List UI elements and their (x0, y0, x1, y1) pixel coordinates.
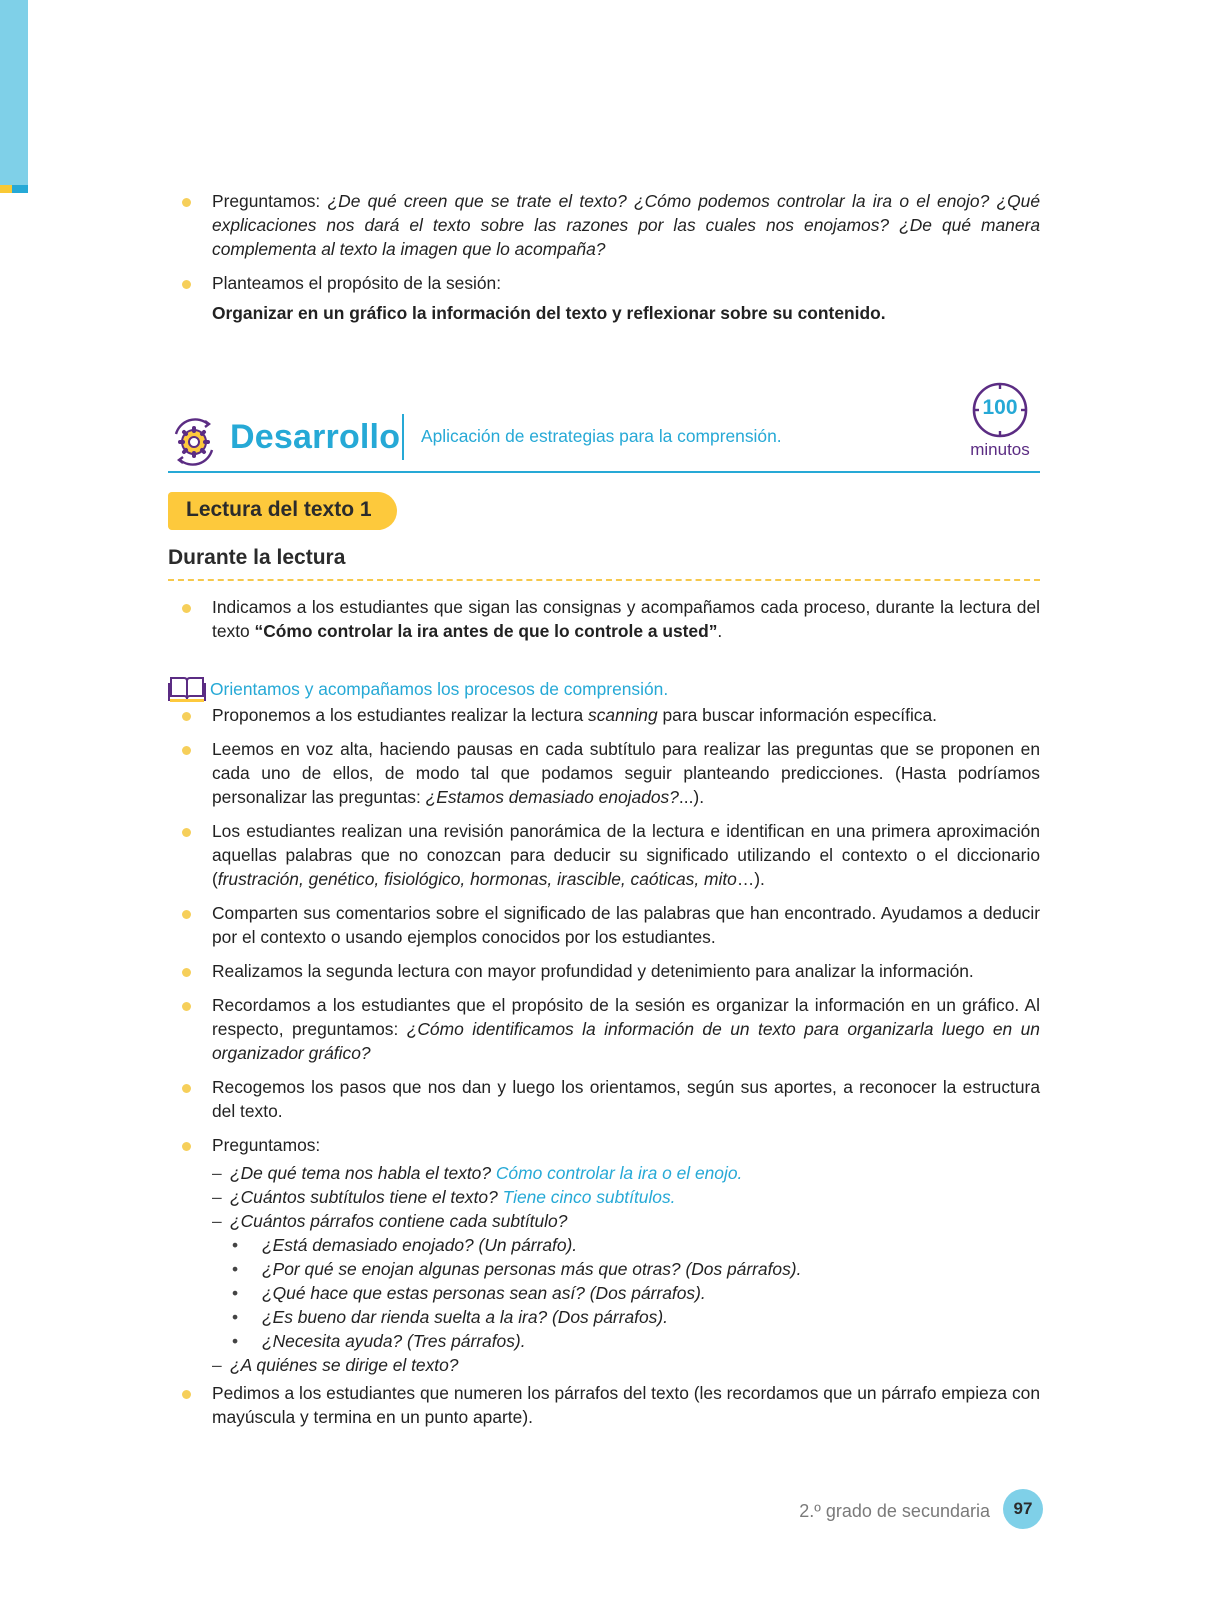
subtitle-item: • ¿Está demasiado enojado? (Un párrafo). (212, 1233, 1040, 1257)
durante-section (168, 595, 1040, 653)
side-color-bar (0, 0, 28, 185)
bullet-number-paragraphs: Pedimos a los estudiantes que numeren los párrafos del texto (les recordamos que un párrafo empieza con mayúscula y termina en un punto aparte). (168, 1381, 1040, 1429)
timer-unit: minutos (970, 440, 1030, 459)
intro-bullet-purpose: Planteamos el propósito de la sesión: Organizar en un gráfico la información del texto y reflexionar sobre su contenido. (168, 271, 1040, 325)
timer-value: 100 (982, 396, 1018, 419)
bullet-review: Los estudiantes realizan una revisión panorámica de la lectura e identifican en una primera aproximación aquellas palabras que no conozcan para deducir su significado utilizando el contexto o el diccionario (frustración, genético, fisiológico, hormonas, irascible, caóticas, mito…). (168, 819, 1040, 891)
section-title: Desarrollo (230, 418, 401, 456)
durante-bullet: Indicamos a los estudiantes que sigan las consignas y acompañamos cada proceso, durante la lectura del texto “Cómo controlar la ira antes de que lo controle a usted”. (168, 595, 1040, 643)
bullet-read-aloud: Leemos en voz alta, haciendo pausas en cada subtítulo para realizar las preguntas que se proponen en cada uno de ellos, de modo tal que podamos seguir planteando predicciones. (Hasta podríamos personalizar las preguntas: ¿Estamos demasiado enojados?...). (168, 737, 1040, 809)
header-rule (168, 471, 1040, 473)
dashed-divider (168, 579, 1040, 581)
answer-text: Cómo controlar la ira o el enojo. (495, 1163, 743, 1183)
bullet-second-reading: Realizamos la segunda lectura con mayor profundidad y detenimiento para analizar la información. (168, 959, 1040, 983)
subtitle-item: • ¿Necesita ayuda? (Tres párrafos). (212, 1329, 1040, 1353)
page-number: 97 (1003, 1489, 1043, 1529)
subtitle-list (212, 1233, 1040, 1353)
intro-bullet-questions: Preguntamos: ¿De qué creen que se trate el texto? ¿Cómo podemos controlar la ira o el enojo? ¿Qué explicaciones nos dará el texto sobre las razones por las cuales nos enojamos? ¿De qué manera complementa al texto la imagen que lo acompaña? (168, 189, 1040, 261)
reading-tag (168, 492, 397, 530)
subtitle-item: • ¿Es bueno dar rienda suelta a la ira? (Dos párrafos). (212, 1305, 1040, 1329)
orient-heading (168, 675, 1040, 703)
bullet-comments: Comparten sus comentarios sobre el significado de las palabras que han encontrado. Ayudamos a deducir por el contexto o usando ejemplos conocidos por los estudiantes. (168, 901, 1040, 949)
question-item: – ¿Cuántos párrafos contiene cada subtítulo? • ¿Está demasiado enojado? (Un párrafo). • ¿Por qué se enojan algunas personas más que otras? (Dos párrafos). • ¿Qué hace que estas personas sean así? (Dos párrafos). • ¿Es bueno dar rienda suelta a la ira? (Dos párrafos). • ¿Necesita ayuda? (Tres párrafos). (212, 1209, 1040, 1353)
side-color-stripe (0, 185, 28, 193)
question-item: – ¿De qué tema nos habla el texto? Cómo controlar la ira o el enojo. (212, 1161, 1040, 1185)
subtitle-item: • ¿Por qué se enojan algunas personas más que otras? (Dos párrafos). (212, 1257, 1040, 1281)
session-purpose: Organizar en un gráfico la información del texto y reflexionar sobre su contenido. (212, 303, 886, 323)
subtitle-item: • ¿Qué hace que estas personas sean así? (Dos párrafos). (212, 1281, 1040, 1305)
intro-section (168, 189, 1040, 335)
question-list (212, 1161, 1040, 1377)
timer-badge (960, 380, 1040, 462)
section-header (168, 380, 1040, 484)
grade-footer: 2.º grado de secundaria (799, 1501, 990, 1521)
question-item: – ¿Cuántos subtítulos tiene el texto? Tiene cinco subtítulos. (212, 1185, 1040, 1209)
answer-text: Tiene cinco subtítulos. (502, 1187, 676, 1207)
bullet-steps: Recogemos los pasos que nos dan y luego los orientamos, según sus aportes, a reconocer la estructura del texto. (168, 1075, 1040, 1123)
question-item: – ¿A quiénes se dirige el texto? (212, 1353, 1040, 1377)
bullet-scanning: Proponemos a los estudiantes realizar la lectura scanning para buscar información específica. (168, 703, 1040, 727)
durante-title: Durante la lectura (168, 546, 346, 569)
book-icon (168, 675, 206, 703)
process-bullets (168, 703, 1040, 1439)
section-subtitle: Aplicación de estrategias para la comprensión. (421, 426, 782, 446)
gear-icon (168, 416, 220, 468)
bullet-questions: Preguntamos: – ¿De qué tema nos habla el texto? Cómo controlar la ira o el enojo. – ¿Cuántos subtítulos tiene el texto? Tiene cinco subtítulos. – ¿Cuántos párrafos contiene cada subtítulo? • ¿Está demasiado enojado? (Un párrafo). • ¿Por qué se enojan algunas personas más que otras? (Dos párrafos). • ¿Qué hace que estas personas sean así? (Dos párrafos). • ¿Es bueno dar rienda suelta a la ira? (Dos párrafos). • ¿Necesita ayuda? (Tres párrafos). – ¿A quiénes se dirige el texto? (168, 1133, 1040, 1377)
bullet-purpose-reminder: Recordamos a los estudiantes que el propósito de la sesión es organizar la información en un gráfico. Al respecto, preguntamos: ¿Cómo identificamos la información de un texto para organizarla luego en un organizador gráfico? (168, 993, 1040, 1065)
header-divider (402, 414, 404, 460)
orient-text: Orientamos y acompañamos los procesos de comprensión. (210, 679, 669, 699)
reading-tag-label: Lectura del texto 1 (186, 498, 372, 521)
